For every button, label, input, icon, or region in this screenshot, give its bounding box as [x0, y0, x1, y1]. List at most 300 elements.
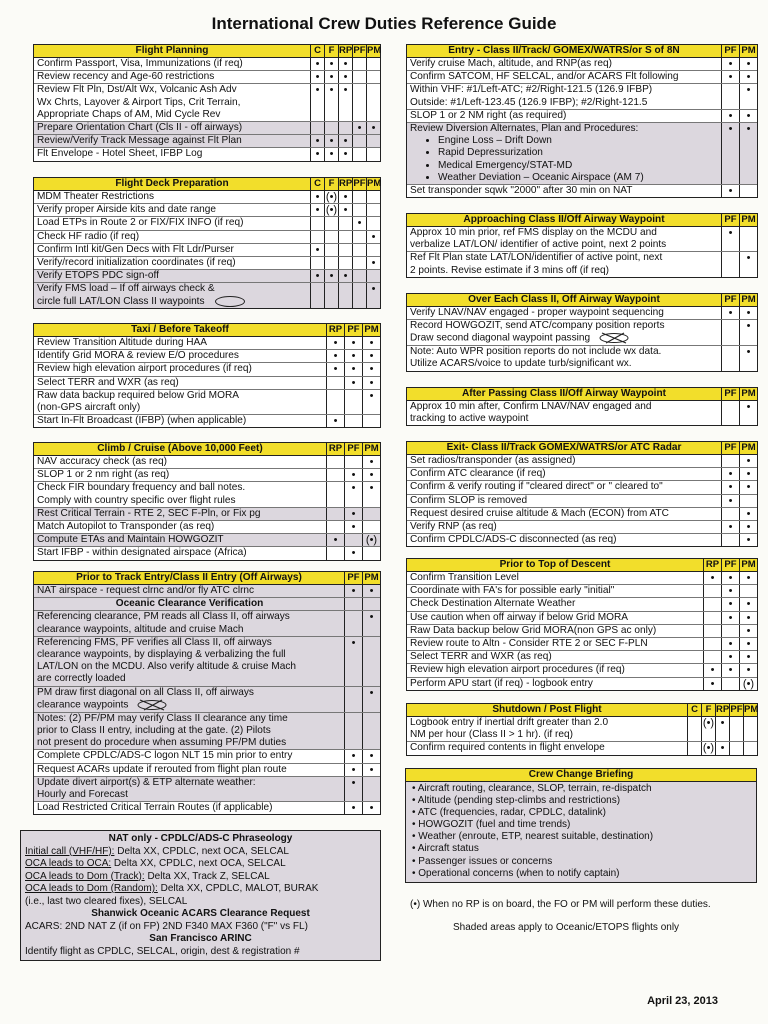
row-text: Confirm & verify routing if "cleared direct" or " cleared to"	[410, 481, 663, 493]
mark-cell	[352, 135, 366, 147]
mark-cell	[366, 71, 380, 83]
mark-cell	[687, 717, 701, 741]
column-header: F	[701, 704, 715, 716]
mark-cell: •	[739, 625, 757, 637]
table-row	[34, 521, 380, 534]
table-header	[34, 178, 380, 191]
column-header: PM	[739, 214, 757, 226]
mark-cell	[344, 456, 362, 468]
table-row	[407, 123, 757, 185]
column-header: F	[324, 45, 338, 57]
mark-cell: •	[362, 377, 380, 389]
rp-note: (•) When no RP is on board, the FO or PM will perform these duties.	[410, 899, 711, 910]
mark-cell	[338, 257, 352, 269]
mark-cell: •	[310, 191, 324, 203]
mark-cell	[729, 717, 743, 741]
row-text: Verify proper Airside kits and date range	[37, 204, 216, 216]
mark-cell: •	[703, 572, 721, 584]
shanwick-title: Shanwick Oceanic ACARS Clearance Request	[91, 908, 310, 919]
mark-cell: •	[344, 585, 362, 597]
mark-cell: •	[362, 390, 380, 414]
mark-cell	[352, 71, 366, 83]
mark-cell	[721, 534, 739, 546]
nat-line-text: Delta XX, Track Z, SELCAL	[144, 870, 270, 882]
column-header: C	[310, 178, 324, 190]
column-header: RP	[339, 178, 353, 189]
table-row	[407, 717, 757, 742]
mark-cell	[352, 58, 366, 70]
mark-cell: •	[310, 84, 324, 121]
mark-cell: •	[344, 764, 362, 776]
table-header	[407, 45, 757, 58]
column-header: C	[310, 45, 324, 57]
table-row	[407, 455, 757, 468]
row-text: Select TERR and WXR (as req)	[37, 376, 179, 388]
bullet-list	[410, 135, 719, 184]
mark-cell: •	[739, 521, 757, 533]
table-row	[34, 270, 380, 283]
mark-cell: •	[703, 678, 721, 690]
mark-cell: (•)	[739, 678, 757, 690]
table-row	[407, 227, 757, 252]
mark-cell: •	[338, 58, 352, 70]
mark-cell	[362, 415, 380, 427]
mark-cell	[721, 320, 739, 345]
mark-cell: •	[715, 717, 729, 741]
mark-cell: •	[310, 71, 324, 83]
mark-cell: •	[338, 135, 352, 147]
mark-cell: •	[362, 687, 380, 712]
table-row	[34, 217, 380, 230]
mark-cell: •	[344, 637, 362, 686]
row-text: Confirm SLOP is removed	[410, 494, 528, 506]
row-text: Logbook entry if inertial drift greater than 2.0 NM per hour (Class II > 1 hr). (if req)	[410, 717, 609, 741]
table-row	[34, 283, 380, 308]
table-title: Taxi / Before Takeoff	[131, 324, 229, 335]
table-header	[407, 214, 757, 227]
mark-cell	[326, 482, 344, 506]
table-title: Prior to Top of Descent	[499, 559, 611, 570]
flight-deck-preparation-table	[33, 177, 381, 309]
prior-top-descent-table	[406, 558, 758, 691]
column-header: PM	[739, 388, 757, 400]
column-header: PF	[730, 704, 743, 715]
row-text: Coordinate with FA's for possible early "initial"	[410, 585, 615, 597]
row-text: Approx 10 min after, Confirm LNAV/NAV engaged and tracking to active waypoint	[410, 401, 652, 425]
table-row	[407, 508, 757, 521]
column-header: PM	[362, 572, 380, 584]
nat-line-text: Delta XX, CPDLC, next OCA, SELCAL	[114, 845, 289, 857]
row-text: Check Destination Alternate Weather	[410, 598, 576, 610]
column-header: PF	[344, 572, 362, 584]
row-text: Start IFBP - within designated airspace (Africa)	[37, 547, 247, 559]
row-text: Select TERR and WXR (as req)	[410, 651, 552, 663]
table-row	[407, 252, 757, 276]
mark-cell: (•)	[362, 534, 380, 546]
table-row	[34, 350, 380, 363]
mark-cell	[362, 777, 380, 801]
mark-cell: •	[721, 521, 739, 533]
mark-cell	[310, 217, 324, 229]
mark-cell	[703, 585, 721, 597]
table-row	[34, 148, 380, 160]
mark-cell: •	[362, 585, 380, 597]
table-header	[407, 704, 757, 717]
table-row	[407, 572, 757, 585]
mark-cell	[366, 84, 380, 121]
crossed-oval-icon	[136, 699, 168, 711]
mark-cell	[366, 217, 380, 229]
column-header: PM	[362, 443, 380, 455]
column-header: RP	[326, 443, 344, 455]
mark-cell: •	[344, 777, 362, 801]
mark-cell: •	[739, 252, 757, 276]
mark-cell: •	[739, 638, 757, 650]
mark-cell: •	[362, 337, 380, 349]
table-row	[34, 456, 380, 469]
column-header: PM	[739, 559, 757, 571]
mark-cell: •	[366, 257, 380, 269]
crossed-oval-icon	[598, 332, 630, 344]
after-passing-waypoint-table	[406, 387, 758, 426]
mark-cell: •	[344, 337, 362, 349]
mark-cell	[310, 231, 324, 243]
row-text: Confirm CPDLC/ADS-C disconnected (as req)	[410, 534, 617, 546]
mark-cell	[739, 585, 757, 597]
mark-cell	[310, 122, 324, 134]
mark-cell: •	[324, 58, 338, 70]
row-text: Confirm Transition Level	[410, 572, 519, 583]
row-text: SLOP 1 or 2 nm right (as req)	[37, 469, 170, 481]
row-text: Review Diversion Alternates, Plan and Procedures:	[410, 123, 639, 135]
column-header: PF	[721, 388, 739, 400]
mark-cell: •	[362, 363, 380, 375]
mark-cell: •	[721, 71, 739, 83]
row-text: Flt Envelope - Hotel Sheet, IFBP Log	[37, 148, 203, 160]
row-text: Compute ETAs and Maintain HOWGOZIT	[37, 534, 224, 546]
row-text: Confirm Intl kit/Gen Decs with Flt Ldr/Purser	[37, 243, 234, 255]
mark-cell: •	[326, 534, 344, 546]
crew-change-item: • Passenger issues or concerns	[412, 855, 553, 867]
mark-cell: •	[344, 547, 362, 559]
mark-cell: •	[739, 123, 757, 184]
sf-arinc-line: Identify flight as CPDLC, SELCAL, origin, dest & registration #	[25, 945, 300, 957]
table-header	[407, 388, 757, 401]
mark-cell	[721, 678, 739, 690]
mark-cell: •	[721, 638, 739, 650]
nat-line	[21, 883, 380, 896]
mark-cell: •	[352, 122, 366, 134]
row-text: Prepare Orientation Chart (Cls II - off airways)	[37, 122, 243, 134]
table-row	[34, 611, 380, 636]
mark-cell: •	[362, 350, 380, 362]
mark-cell	[338, 122, 352, 134]
table-row	[407, 534, 757, 546]
table-row	[407, 468, 757, 481]
mark-cell: •	[721, 664, 739, 676]
row-text: Load Restricted Critical Terrain Routes (if applicable)	[37, 802, 273, 814]
table-row	[34, 390, 380, 415]
mark-cell	[324, 257, 338, 269]
table-row	[34, 713, 380, 751]
table-row	[34, 135, 380, 148]
mark-cell: •	[344, 469, 362, 481]
row-text: NAT airspace - request clrnc and/or fly ATC clrnc	[37, 585, 255, 596]
column-header: PF	[344, 324, 362, 336]
mark-cell	[326, 547, 344, 559]
mark-cell: •	[721, 307, 739, 319]
table-row	[407, 612, 757, 625]
table-title: Shutdown / Post Flight	[492, 704, 602, 715]
mark-cell	[366, 148, 380, 160]
nat-line-label: OCA leads to OCA:	[25, 858, 112, 869]
mark-cell	[344, 534, 362, 546]
mark-cell	[721, 252, 739, 276]
table-row	[407, 401, 757, 425]
mark-cell	[362, 508, 380, 520]
page-title: International Crew Duties Reference Guide	[211, 14, 557, 33]
bullet-item: • Rapid Depressurization	[438, 147, 719, 159]
table-header	[34, 572, 380, 585]
table-row	[407, 71, 757, 84]
table-title: Exit- Class II/Track GOMEX/WATRS/or ATC Radar	[446, 442, 682, 453]
mark-cell: •	[310, 135, 324, 147]
prior-track-entry-table	[33, 571, 381, 815]
mark-cell: •	[344, 482, 362, 506]
mark-cell: •	[721, 651, 739, 663]
row-text: SLOP 1 or 2 NM right (as required)	[410, 109, 567, 121]
column-header: PM	[367, 178, 382, 189]
row-text: NAV accuracy check (as req)	[37, 456, 167, 467]
mark-cell: •	[344, 508, 362, 520]
mark-cell	[703, 625, 721, 637]
row-text: Verify RNP (as req)	[410, 521, 497, 533]
row-text: Load ETPs in Route 2 or FIX/FIX INFO (if req)	[37, 217, 244, 229]
table-header	[407, 294, 757, 307]
mark-cell	[338, 283, 352, 308]
row-text: Verify LNAV/NAV engaged - proper waypoint sequencing	[410, 307, 664, 318]
row-text: Check HF radio (if req)	[37, 230, 140, 242]
mark-cell	[366, 58, 380, 70]
nat-line-text: Delta XX, CPDLC, MALOT, BURAK	[157, 883, 319, 894]
table-row	[34, 598, 380, 611]
mark-cell: •	[324, 84, 338, 121]
mark-cell	[362, 637, 380, 686]
nat-line-label: Initial call (VHF/HF):	[25, 845, 115, 857]
mark-cell	[338, 217, 352, 229]
mark-cell: •	[366, 283, 380, 308]
table-row	[34, 687, 380, 713]
row-text: Raw data backup required below Grid MORA (non-GPS aircraft only)	[37, 389, 239, 414]
crew-change-title: Crew Change Briefing	[528, 769, 634, 780]
row-text: Confirm ATC clearance (if req)	[410, 468, 546, 480]
mark-cell: •	[739, 612, 757, 624]
mark-cell: •	[326, 350, 344, 362]
mark-cell: •	[352, 217, 366, 229]
column-header: PF	[353, 178, 366, 189]
row-text: Verify FMS load – If off airways check & circle full LAT/LON Class II waypoints	[34, 283, 310, 308]
mark-cell: •	[721, 598, 739, 610]
flight-planning-table	[33, 44, 381, 162]
table-row	[34, 337, 380, 350]
crew-change-item: • Aircraft status	[412, 843, 479, 855]
column-header: PF	[353, 45, 366, 56]
mark-cell: •	[366, 122, 380, 134]
table-row	[34, 534, 380, 547]
mark-cell	[721, 346, 739, 370]
row-text: Confirm required contents in flight envelope	[410, 742, 605, 754]
mark-cell	[352, 84, 366, 121]
table-row	[407, 346, 757, 370]
mark-cell	[344, 687, 362, 712]
table-row	[34, 257, 380, 270]
mark-cell: •	[326, 363, 344, 375]
table-row	[34, 377, 380, 390]
mark-cell: •	[326, 415, 344, 427]
mark-cell: (•)	[701, 717, 715, 741]
row-text: Ref Flt Plan state LAT/LON/identifier of active point, next 2 points. Revise estimate if 3 mins off (if req)	[410, 252, 663, 276]
mark-cell	[352, 231, 366, 243]
column-header: RP	[339, 45, 353, 56]
mark-cell: •	[362, 482, 380, 506]
mark-cell: •	[739, 598, 757, 610]
mark-cell	[344, 415, 362, 427]
row-text: Match Autopilot to Transponder (as req)	[37, 521, 215, 533]
mark-cell	[739, 495, 757, 507]
row-text: Set transponder sqwk "2000" after 30 min on NAT	[410, 185, 633, 197]
table-row	[34, 482, 380, 507]
row-text: Review recency and Age-60 restrictions	[37, 71, 215, 83]
table-row	[407, 598, 757, 611]
exit-class-ii-table	[406, 441, 758, 547]
mark-cell	[326, 456, 344, 468]
row-text: Within VHF: #1/Left-ATC; #2/Right-121.5 (126.9 IFBP) Outside: #1/Left-123.45 (126.9 IFBP); #2/Right-121.5	[410, 84, 653, 108]
mark-cell: •	[326, 337, 344, 349]
table-row	[34, 84, 380, 122]
table-row	[34, 547, 380, 559]
table-row	[407, 495, 757, 508]
mark-cell	[366, 244, 380, 256]
table-row	[407, 742, 757, 754]
row-text: Confirm SATCOM, HF SELCAL, and/or ACARS Flt following	[410, 71, 679, 83]
row-text: Note: Auto WPR position reports do not include wx data. Utilize ACARS/voice to update turb/significant wx.	[410, 346, 662, 370]
mark-cell: •	[338, 84, 352, 121]
table-row	[407, 678, 757, 690]
column-header: PM	[362, 324, 380, 336]
mark-cell: •	[739, 346, 757, 370]
nat-line: (i.e., last two cleared fixes), SELCAL	[25, 895, 188, 907]
shaded-note: Shaded areas apply to Oceanic/ETOPS flights only	[453, 922, 680, 933]
mark-cell	[326, 521, 344, 533]
mark-cell: •	[338, 71, 352, 83]
row-text: Complete CPDLC/ADS-C logon NLT 15 min prior to entry	[37, 750, 293, 762]
column-header: F	[324, 178, 338, 190]
mark-cell: •	[721, 468, 739, 480]
table-row	[34, 191, 380, 204]
mark-cell: •	[739, 320, 757, 345]
mark-cell: •	[344, 377, 362, 389]
row-text: Review route to Altn - Consider RTE 2 or SEC F-PLN	[410, 638, 648, 650]
mark-cell: •	[739, 664, 757, 676]
mark-cell	[703, 651, 721, 663]
bullet-item: • Medical Emergency/STAT-MD	[438, 160, 719, 172]
mark-cell: •	[739, 508, 757, 520]
column-header: RP	[326, 324, 344, 336]
mark-cell	[721, 401, 739, 425]
row-text: Verify cruise Mach, altitude, and RNP(as req)	[410, 58, 612, 69]
row-text: MDM Theater Restrictions	[37, 191, 155, 202]
mark-cell: •	[739, 71, 757, 83]
mark-cell	[324, 217, 338, 229]
taxi-before-takeoff-table	[33, 323, 381, 428]
table-row	[34, 764, 380, 777]
mark-cell	[326, 390, 344, 414]
table-row	[34, 802, 380, 814]
mark-cell	[703, 598, 721, 610]
mark-cell	[362, 598, 380, 610]
row-cell	[407, 123, 721, 184]
column-header: PF	[721, 214, 739, 226]
mark-cell	[703, 638, 721, 650]
crew-change-briefing	[405, 768, 757, 883]
mark-cell	[344, 390, 362, 414]
crew-change-item: • HOWGOZIT (fuel and time trends)	[412, 819, 571, 831]
table-row	[407, 110, 757, 123]
column-header: RP	[716, 704, 730, 715]
table-row	[407, 625, 757, 638]
mark-cell	[721, 455, 739, 467]
mark-cell: •	[739, 651, 757, 663]
table-header	[34, 324, 380, 337]
table-title: After Passing Class II/Off Airway Waypoint	[462, 388, 666, 399]
mark-cell: •	[338, 148, 352, 160]
table-title: Approaching Class II/Off Airway Waypoint	[463, 214, 665, 225]
crew-change-item: • Operational concerns (when to notify captain)	[412, 867, 620, 879]
nat-line-label: OCA leads to Dom (Track):	[25, 870, 145, 882]
mark-cell: •	[362, 750, 380, 762]
row-text: Use caution when off airway if below Grid MORA	[410, 611, 629, 623]
table-title: Entry - Class II/Track/ GOMEX/WATRS/or S of 8N	[448, 45, 680, 56]
mark-cell: (•)	[702, 742, 715, 755]
row-text: Start In-Flt Broadcast (IFBP) (when applicable)	[37, 415, 247, 427]
row-text: Review Transition Altitude during HAA	[37, 337, 207, 348]
table-title: Climb / Cruise (Above 10,000 Feet)	[97, 443, 263, 454]
table-header	[34, 443, 380, 456]
column-header: PF	[721, 442, 739, 454]
mark-cell	[352, 244, 366, 256]
mark-cell: •	[338, 191, 352, 203]
circle-mark-icon	[215, 296, 245, 307]
table-row	[407, 320, 757, 346]
column-header: PF	[721, 559, 739, 571]
mark-cell	[352, 191, 366, 203]
mark-cell	[344, 611, 362, 635]
mark-cell: •	[362, 802, 380, 814]
mark-cell: •	[739, 572, 757, 584]
table-row	[34, 777, 380, 802]
bullet-item: • Engine Loss – Drift Down	[438, 135, 719, 147]
mark-cell	[687, 742, 701, 754]
row-text: Oceanic Clearance Verification	[115, 598, 264, 610]
mark-cell: •	[739, 58, 757, 70]
column-header: PM	[739, 294, 757, 306]
column-header: PM	[739, 45, 757, 57]
column-header: PF	[721, 45, 739, 57]
row-text: Confirm Passport, Visa, Immunizations (if req)	[37, 58, 243, 69]
mark-cell: •	[739, 401, 757, 425]
mark-cell: •	[324, 135, 338, 147]
mark-cell	[721, 508, 739, 520]
